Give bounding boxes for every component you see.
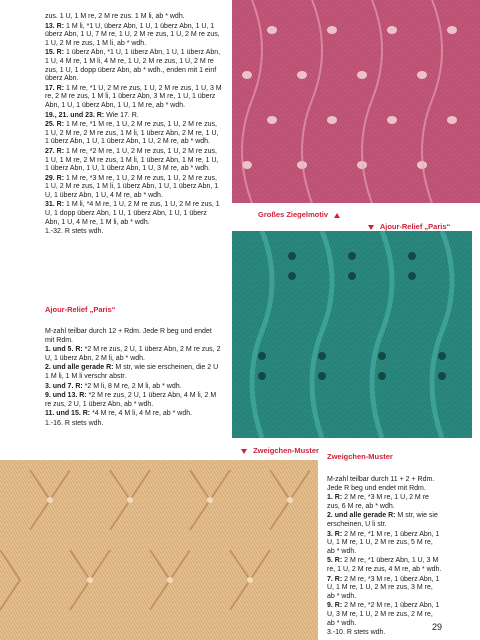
photo-grosses-ziegelmotiv <box>232 0 480 203</box>
instructions-ziegel <box>45 13 222 238</box>
text-line: 11. und 15. R: *4 M re, 4 M li, 4 M re, ab * wdh. <box>45 410 193 418</box>
text-line: M-zahl teilbar durch 12 + Rdm. Jede R beg und endet mit Rdm. <box>45 328 212 344</box>
photo-zweigchen-muster <box>0 460 318 640</box>
text-line: 29. R: 1 M re, *3 M re, 1 U, 2 M re zus, 1 U, 2 M re zus, 1 U, 2 M re zus, 1 M li, 1 überz Abn, 1 U, 1 überz Abn, 1 U, 1 überz Abn, 1 U, 4 M re, ab * wdh. <box>45 174 219 199</box>
text-line: 7. R: 2 M re, *3 M re, 1 überz Abn, 1 U, 1 M re, 1 U, 2 M re zus, 3 M re, ab * wdh. <box>327 575 440 600</box>
text-line: 5. R: 2 M re, *1 überz Abn, 1 U, 3 M re, 1 U, 2 M re zus, 4 M re, ab * wdh. <box>327 557 442 573</box>
text-line: 9. und 13. R: *2 M re zus, 2 U, 1 überz Abn, 4 M li, 2 M re zus, 2 U, 1 überz Abn, ab * wdh. <box>45 392 217 408</box>
text-line: 25. R: 1 M re, *1 M re, 1 U, 2 M re zus, 1 U, 2 M re zus, 1 U, 2 M re, 2 M re zus, 1 M li, 1 überz Abn, 2 M re, 1 U, 1 überz Abn, 1 U, 1 überz Abn, 1 U, 2 M re, ab * wdh. <box>45 121 219 146</box>
caption-zweigchen-muster-bottom: Zweigchen-Muster <box>241 446 319 455</box>
instructions-zweigchen <box>327 476 442 639</box>
text-line: 1. und 5. R: *2 M re zus, 2 U, 1 überz Abn, 2 M re zus, 2 U, 1 überz Abn, 2 M li, ab * wdh. <box>45 346 221 362</box>
text-line: 2. und alle gerade R: M str, wie sie erscheinen, U li str. <box>327 512 438 528</box>
photo-ajour-relief-paris <box>232 231 472 438</box>
text-line: 1. R: 2 M re, *3 M re, 1 U, 2 M re zus, 6 M re, ab * wdh. <box>327 494 429 510</box>
heading-paris: Ajour-Relief „Paris“ <box>45 305 116 314</box>
caption-grosses-ziegelmotiv: Großes Ziegelmotiv <box>258 210 340 219</box>
text-line: 2. und alle gerade R: M str, wie sie erscheinen, die 2 U 1 M li, 1 M li verschr abstr. <box>45 364 219 380</box>
triangle-up-icon <box>334 213 340 218</box>
text-line: M-zahl teilbar durch 11 + 2 + Rdm. Jede R beg und endet mit Rdm. <box>327 476 435 492</box>
text-line: 1.-32. R stets wdh. <box>45 228 104 236</box>
triangle-down-icon <box>368 225 374 230</box>
text-line: 9. R: 2 M re, *2 M re, 1 überz Abn, 1 U, 3 M re, 1 U, 2 M re zus, 2 M re, ab * wdh. <box>327 602 440 627</box>
text-line: 13. R: 1 M li, *1 U, überz Abn, 1 U, 1 überz Abn, 1 U, 1 überz Abn, 1 U, 7 M re, 1 U, 2 M re zus, 1 U, 2 M re zus, 1 U, 2 M re zus, 1 M li, ab * wdh. <box>45 22 220 47</box>
text-line: 27. R: 1 M re, *2 M re, 1 U, 2 M re zus, 1 U, 2 M re zus, 1 U, 1 M re, 2 M re zus, 1 M li, 1 überz Abn, 1 M re, 1 U, 1 überz Abn, 1 U, 1 überz Abn, 1 U, 3 M re, ab * wdh. <box>45 147 219 173</box>
text-line: 19., 21. und 23. R: Wie 17. R. <box>45 111 139 119</box>
text-line: 3. und 7. R: *2 M li, 8 M re, 2 M li, ab * wdh. <box>45 382 182 390</box>
text-line: 1.-16. R stets wdh. <box>45 419 104 427</box>
text-line: 31. R: 1 M li, *4 M re, 1 U, 2 M re zus, 1 U, 2 M re zus, 1 U, 1 dopp überz Abn, 1 U, 1 überz Abn, 1 U, 1 überz Abn, 1 U, 4 M re, 1 M li, ab * wdh. <box>45 201 220 226</box>
text-line: 3.-10. R stets wdh. <box>327 629 386 637</box>
text-line: 17. R: 1 M re, *1 U, 2 M re zus, 1 U, 2 M re zus, 1 U, 3 M re, 2 M re zus, 1 M li, 1 überz Abn, 3 M re, 1 U, 1 überz Abn, 1 U, 1 überz Abn, 1 U, 1 M re, ab * wdh. <box>45 84 222 109</box>
instructions-paris <box>45 328 222 430</box>
caption-ajour-relief-paris: Ajour-Relief „Paris“ <box>368 222 450 231</box>
page-number: 29 <box>432 622 443 632</box>
text-line: zus. 1 U, 1 M re, 2 M re zus. 1 M li, ab * wdh. <box>45 13 185 20</box>
triangle-down-icon <box>241 449 247 454</box>
caption-zweigchen-muster-right: Zweigchen-Muster <box>327 452 393 461</box>
text-line: 15. R: 1 überz Abn, *1 U, 1 überz Abn, 1 U, 1 überz Abn, 1 U, 4 M re, 1 M li, 4 M re, 1 U, 2 M re zus, 1 U, 2 M re zus, 1 U, 1 dopp überz Abn, ab * wdh., enden mit 1 einf überz Abn. <box>45 49 221 83</box>
text-line: 3. R: 2 M re, *1 M re, 1 überz Abn, 1 U, 1 M re, 1 U, 2 M re zus, 5 M re, ab * wdh. <box>327 530 440 555</box>
